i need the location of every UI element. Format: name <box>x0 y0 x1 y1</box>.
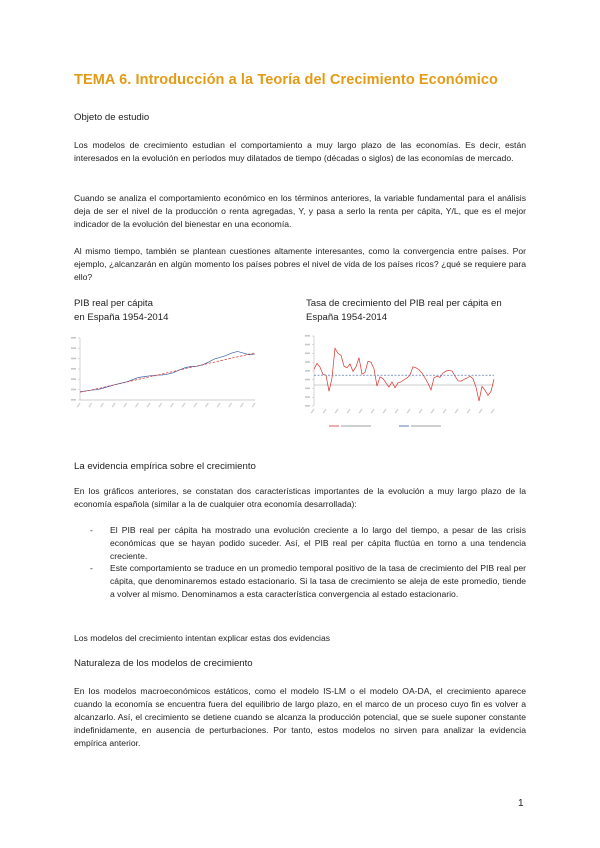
bullet-item-1 <box>74 524 526 562</box>
series-line <box>80 351 255 391</box>
y-tick-label <box>305 379 310 381</box>
y-tick-label <box>305 370 310 372</box>
x-tick-label <box>407 409 411 414</box>
chart-left-title <box>74 297 168 324</box>
x-tick-label <box>252 403 256 408</box>
x-tick-label <box>335 409 339 414</box>
x-tick-label <box>491 409 495 414</box>
x-tick-label <box>217 403 221 408</box>
paragraph-objeto-2: Cuando se analiza el comportamiento económico en los términos anteriores, la variable fundamental para el análisis deja de ser el nivel de la producción o renta agregadas, Y, y pasa a serlo la renta per cápita, Y/L, que es el mejor indicador de la evolución del bienestar en una economía. <box>74 193 526 229</box>
x-tick-label <box>135 403 139 408</box>
x-tick-label <box>205 403 209 408</box>
x-tick-label <box>359 409 363 414</box>
x-tick-label <box>467 409 471 414</box>
y-tick-label <box>305 335 310 337</box>
y-tick-label <box>305 344 310 346</box>
chart-right-title-line1: Tasa de crecimiento del PIB real per cápita en <box>306 298 502 309</box>
y-tick-label <box>305 353 310 355</box>
x-tick-label <box>123 403 127 408</box>
x-tick-label <box>182 403 186 408</box>
x-tick-label <box>443 409 447 414</box>
x-tick-label <box>147 403 151 408</box>
x-tick-label <box>100 403 104 408</box>
x-tick-label <box>383 409 387 414</box>
y-tick-label <box>71 337 76 339</box>
x-tick-label <box>170 403 174 408</box>
x-tick-label <box>158 403 162 408</box>
y-tick-label <box>305 361 310 363</box>
x-tick-label <box>240 403 244 408</box>
bullet-text-1: El PIB real per cápita ha mostrado una evolución creciente a lo largo del tiempo, a pesar de las crisis económicas que se hayan podido suceder. Así, el PIB real per cápita fluctúa en torno a una tendencia creciente. <box>110 525 526 561</box>
heading-naturaleza: Naturaleza de los modelos de crecimiento <box>74 658 253 669</box>
paragraph-evidencia-2: Los modelos del crecimiento intentan explicar estas dos evidencias <box>74 633 331 643</box>
chart-left-title-line2: en España 1954-2014 <box>74 311 169 323</box>
paragraph-objeto-3: Al mismo tiempo, también se plantean cuestiones altamente interesantes, como la convergencia entre países. Por ejemplo, ¿alcanzarán en algún momento los países pobres el nivel de vida de los países ricos? ¿qué se requiere para ello? <box>74 246 526 282</box>
y-tick-label <box>71 347 76 349</box>
y-tick-label <box>305 388 310 390</box>
paragraph-objeto-1: Los modelos de crecimiento estudian el comportamiento a muy largo plazo de las economías. Es decir, están interesados en la evolución en períodos muy dilatados de tiempo (décadas o siglos) de las economías de mercado. <box>74 140 526 163</box>
x-tick-label <box>311 409 315 414</box>
series-line <box>80 353 255 392</box>
legend-label <box>341 425 371 427</box>
heading-objeto: Objeto de estudio <box>74 112 150 123</box>
y-tick-label <box>71 358 76 360</box>
x-tick-label <box>419 409 423 414</box>
legend-label <box>411 425 441 427</box>
chart-left-title-line1: PIB real per cápita <box>74 298 153 309</box>
y-tick-label <box>305 396 310 398</box>
bullet-text-2: Este comportamiento se traduce en un promedio temporal positivo de la tasa de crecimiento del PIB real per cápita, que denominaremos estado estacionario. Si la tasa de crecimiento se aleja de este promedio, tiende a volver al mismo. Denominamos a esta característica convergencia al estado estacionario. <box>110 563 526 599</box>
chart-right-title <box>306 297 502 324</box>
x-tick-label <box>395 409 399 414</box>
chart-pib-per-capita <box>68 332 258 432</box>
x-tick-label <box>323 409 327 414</box>
x-tick-label <box>112 403 116 408</box>
x-tick-label <box>479 409 483 414</box>
y-tick-label <box>305 405 310 407</box>
bullet-marker: - <box>90 525 93 535</box>
bullet-marker: - <box>90 563 93 574</box>
x-tick-label <box>347 409 351 414</box>
bullet-item-2 <box>74 562 526 600</box>
page-number: 1 <box>518 798 524 809</box>
x-tick-label <box>77 403 81 408</box>
chart-right-title-line2: España 1954-2014 <box>306 311 388 323</box>
x-tick-label <box>193 403 197 408</box>
chart-tasa-crecimiento <box>300 332 502 432</box>
y-tick-label <box>71 389 76 391</box>
x-tick-label <box>228 403 232 408</box>
y-tick-label <box>71 368 76 370</box>
evidencia-bullet-list <box>74 524 526 601</box>
heading-evidencia: La evidencia empírica sobre el crecimiento <box>74 461 256 472</box>
y-tick-label <box>71 399 76 401</box>
x-tick-label <box>88 403 92 408</box>
x-tick-label <box>371 409 375 414</box>
x-tick-label <box>431 409 435 414</box>
paragraph-naturaleza-1: En los modelos macroeconómicos estáticos, como el modelo IS-LM o el modelo OA-DA, el crecimiento aparece cuando la economía se encuentra fuera del equilibrio de largo plazo, en el marco de un proceso cuyo fin es volver a alcanzarlo. Así, el crecimiento se detiene cuando se alcanza la producción potencial, que se suele suponer constante indefinidamente, en ausencia de perturbaciones. Por tanto, estos modelos no sirven para analizar la evidencia empírica anterior. <box>74 686 526 748</box>
y-tick-label <box>71 378 76 380</box>
series-line <box>314 348 494 401</box>
x-tick-label <box>455 409 459 414</box>
paragraph-evidencia-1: En los gráficos anteriores, se constatan dos características importantes de la evolución a muy largo plazo de la economía española (similar a la de cualquier otra economía desarrollada): <box>74 486 526 509</box>
document-title: TEMA 6. Introducción a la Teoría del Crecimiento Económico <box>74 72 498 88</box>
